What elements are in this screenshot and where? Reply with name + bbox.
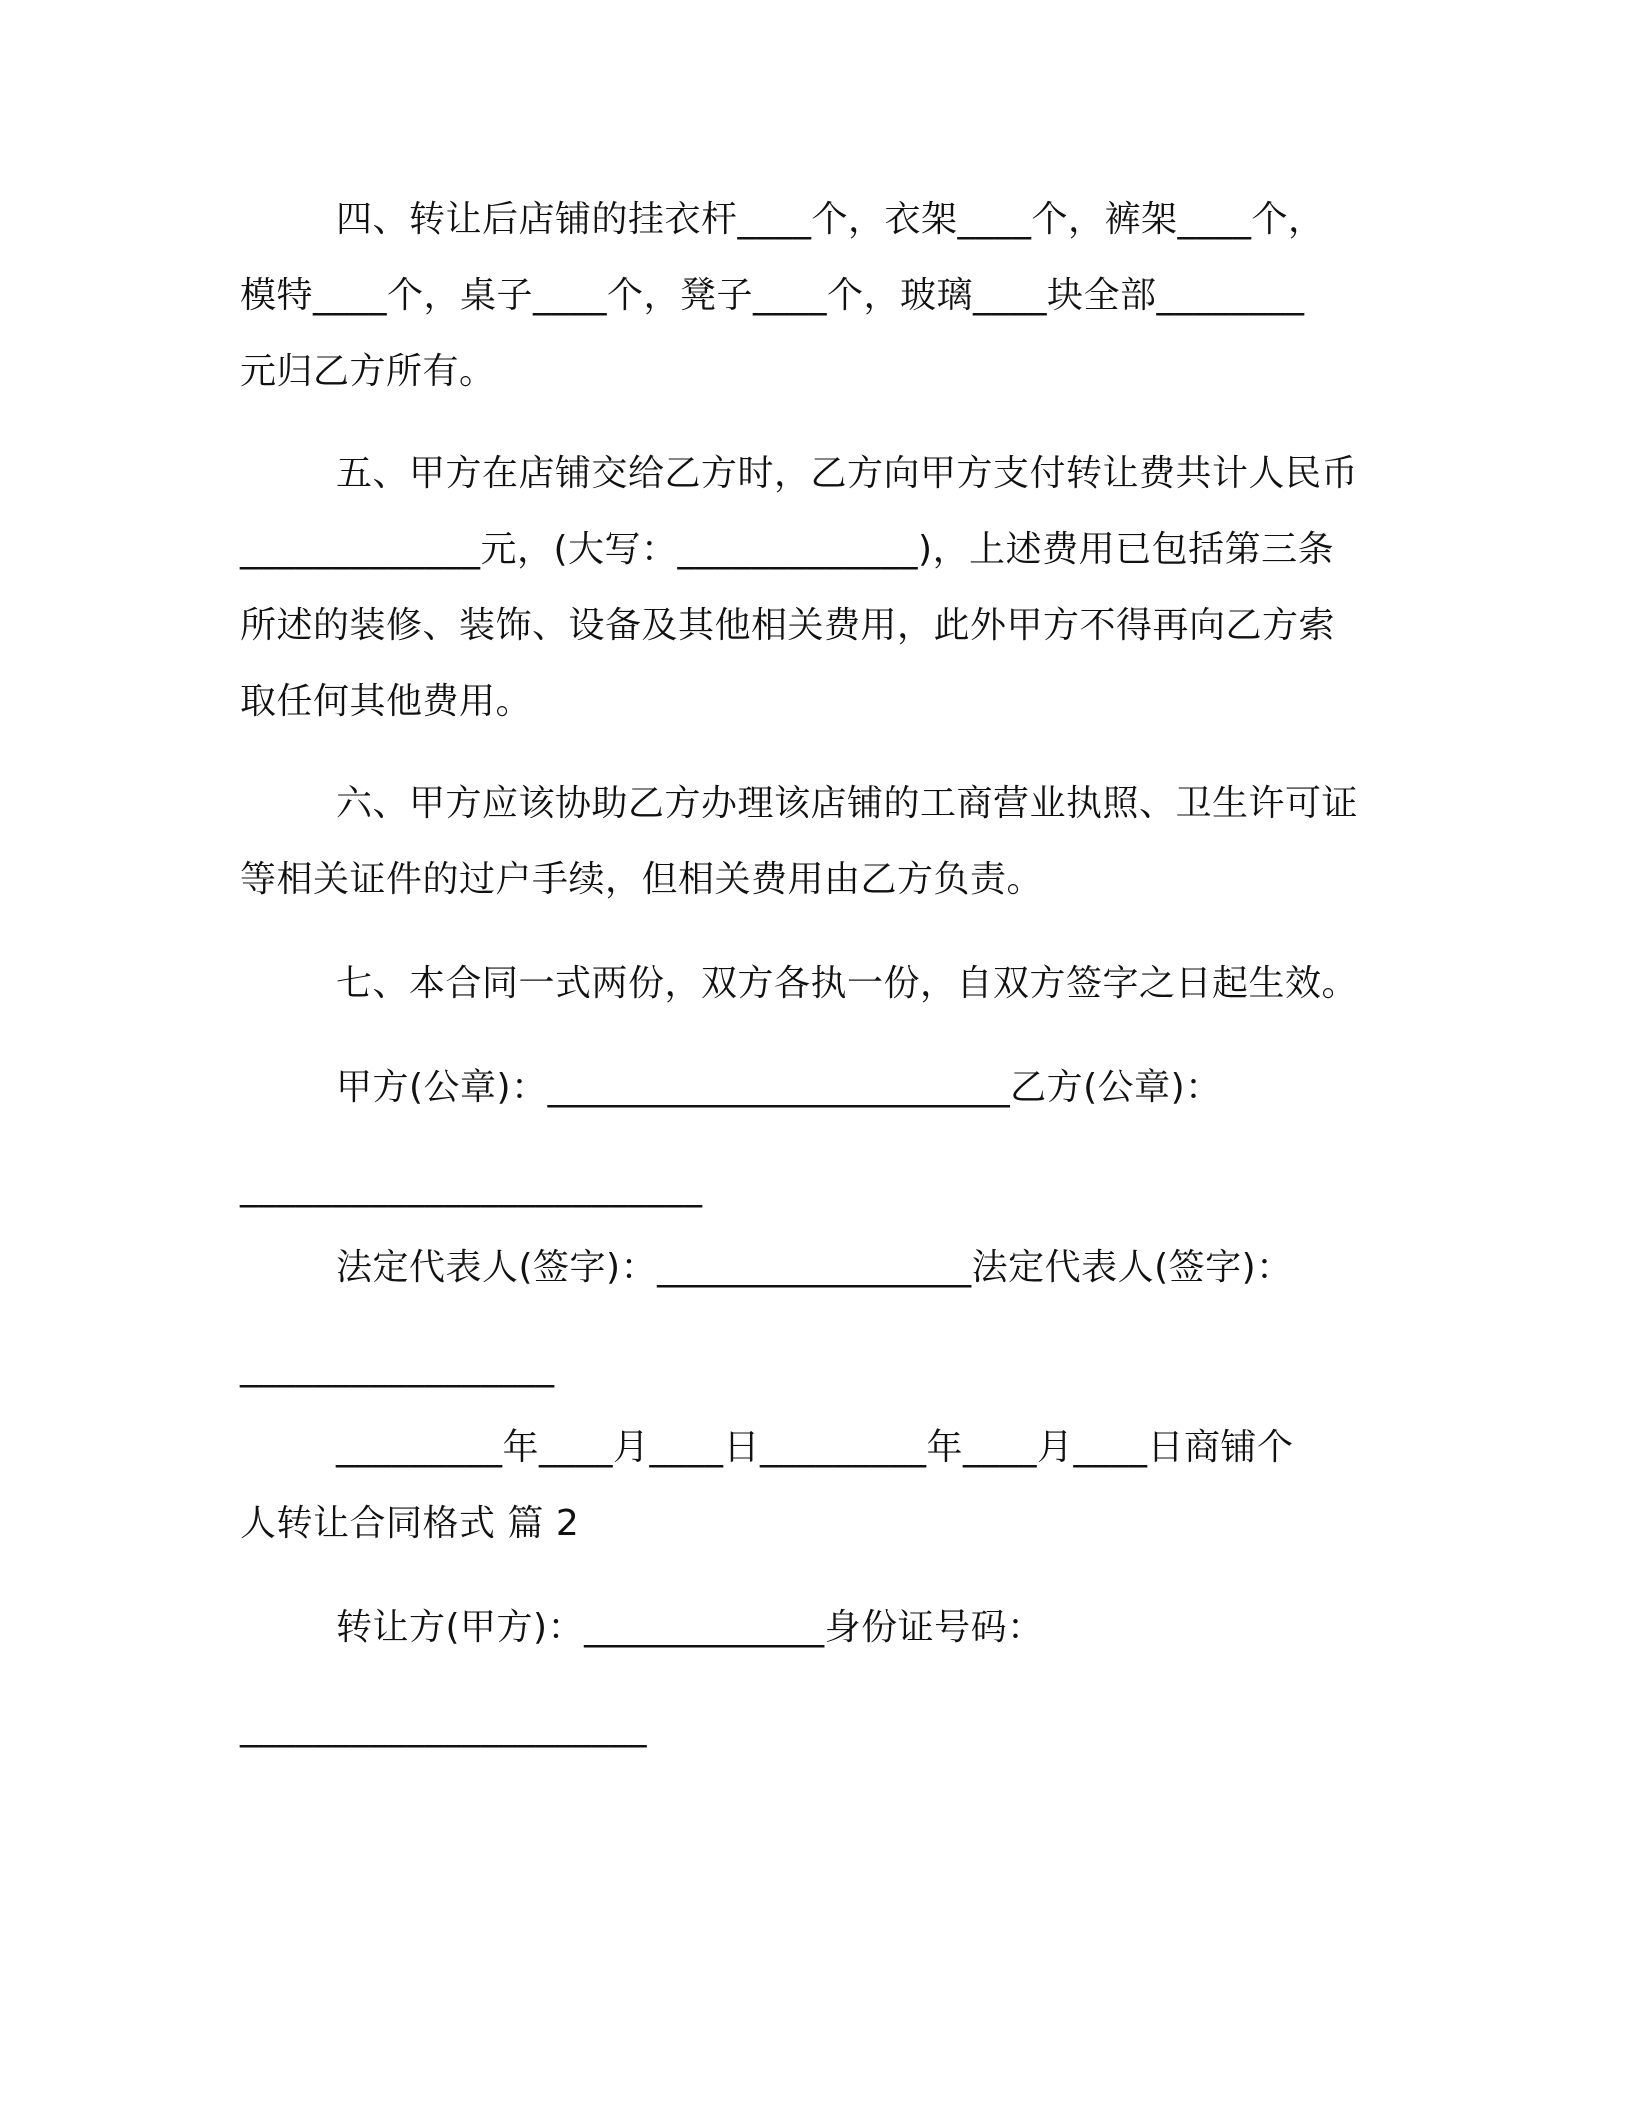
- clause-6-line-2: 等相关证件的过户手续，但相关费用由乙方负责。: [240, 859, 1044, 900]
- clause-4-line-3: 元归乙方所有。: [240, 351, 496, 392]
- clause-5-line-2: _____________元，(大写：_____________)，上述费用已包括第三条: [240, 529, 1335, 570]
- party-seal-line: 甲方(公章)：_________________________乙方(公章)：: [336, 1067, 1222, 1108]
- id-number-blank-line: ______________________: [240, 1707, 647, 1748]
- clause-6-line-1: 六、甲方应该协助乙方办理该店铺的工商营业执照、卫生许可证: [336, 783, 1359, 824]
- clause-5-line-1: 五、甲方在店铺交给乙方时，乙方向甲方支付转让费共计人民币: [336, 453, 1359, 494]
- contract-section-title: 人转让合同格式 篇 2: [240, 1503, 580, 1544]
- legal-rep-signature-line: 法定代表人(签字)：_________________法定代表人(签字)：: [336, 1247, 1293, 1288]
- legal-rep-blank-line: _________________: [240, 1347, 555, 1388]
- clause-7-line-1: 七、本合同一式两份，双方各执一份，自双方签字之日起生效。: [336, 963, 1359, 1004]
- clause-4-line-1: 四、转让后店铺的挂衣杆____个，衣架____个，裤架____个，: [336, 199, 1325, 240]
- clause-5-line-4: 取任何其他费用。: [240, 681, 533, 722]
- transferor-line: 转让方(甲方)：_____________身份证号码：: [336, 1607, 1044, 1648]
- date-line: _________年____月____日_________年____月____日商铺个: [336, 1427, 1294, 1468]
- clause-4-line-2: 模特____个，桌子____个，凳子____个，玻璃____块全部________: [240, 275, 1305, 316]
- clause-5-line-3: 所述的装修、装饰、设备及其他相关费用，此外甲方不得再向乙方索: [240, 605, 1336, 646]
- party-seal-blank-line: _________________________: [240, 1167, 703, 1208]
